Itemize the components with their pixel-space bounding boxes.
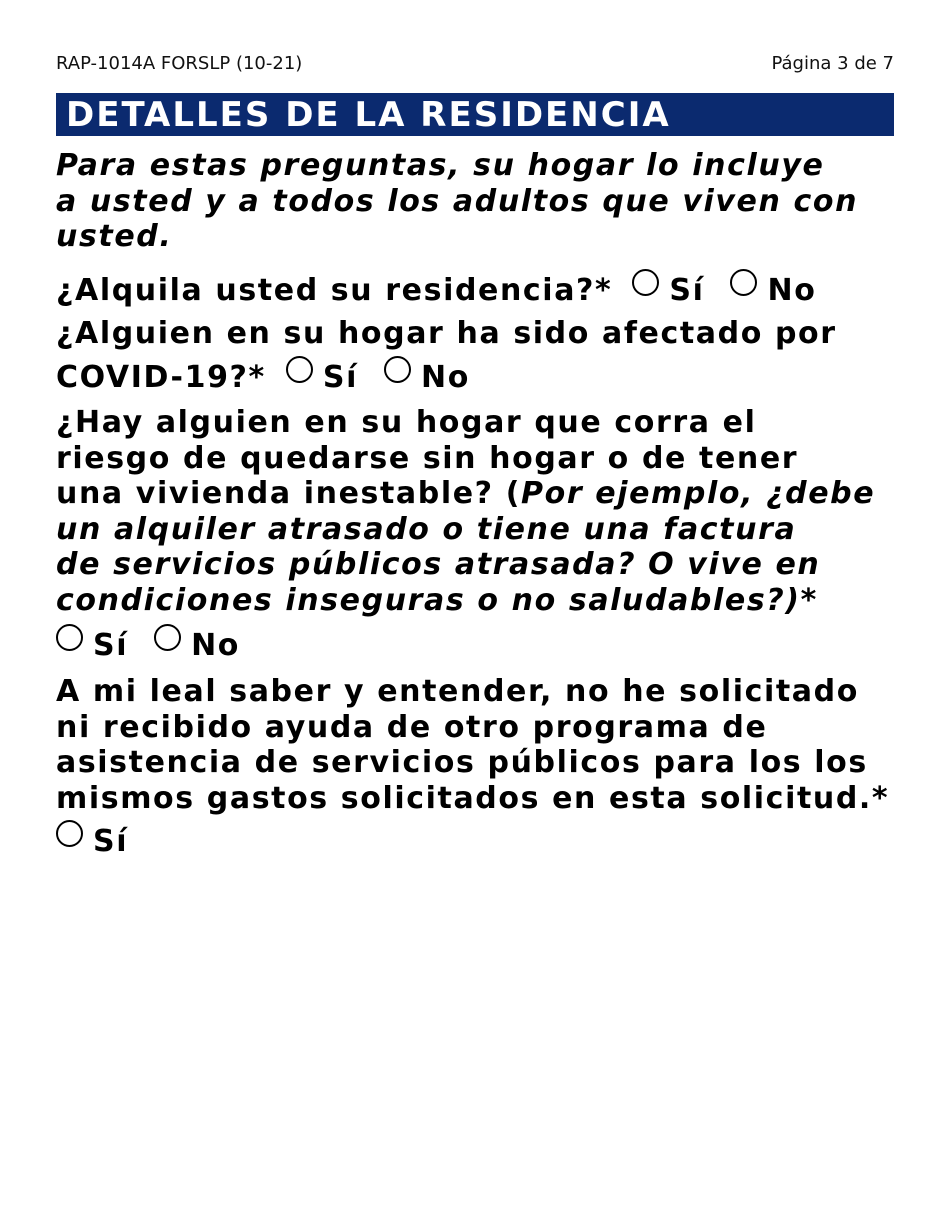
question-homeless-example: condiciones inseguras o no saludables?) bbox=[56, 582, 801, 618]
homeless-no-label: No bbox=[191, 628, 241, 663]
question-homeless-line bbox=[56, 476, 906, 512]
rent-yes-label: Sí bbox=[669, 273, 705, 308]
covid-no-label: No bbox=[420, 359, 470, 395]
attest-yes-option[interactable] bbox=[56, 820, 128, 860]
question-covid-line: ¿Alguien en su hogar ha sido afectado por bbox=[56, 316, 837, 351]
rent-yes-option[interactable] bbox=[632, 269, 704, 309]
homeless-no-radio[interactable] bbox=[154, 624, 181, 651]
section-title: DETALLES DE LA RESIDENCIA bbox=[66, 95, 671, 135]
question-covid-line: COVID-19?* bbox=[56, 359, 266, 395]
section-title-bar bbox=[56, 93, 894, 136]
question-homeless-line: ¿Hay alguien en su hogar que corra el bbox=[56, 405, 757, 440]
rent-no-label: No bbox=[767, 273, 817, 308]
question-homeless-text: una vivienda inestable? ( bbox=[56, 476, 522, 511]
intro-line: usted. bbox=[56, 219, 173, 254]
intro-text bbox=[56, 148, 906, 255]
form-code: RAP-1014A FORSLP (10-21) bbox=[56, 53, 303, 74]
attestation-line: asistencia de servicios públicos para los los bbox=[56, 745, 868, 780]
homeless-yes-option[interactable] bbox=[56, 624, 128, 664]
covid-no-option[interactable] bbox=[384, 356, 470, 396]
rent-no-radio[interactable] bbox=[730, 269, 757, 296]
homeless-no-option[interactable] bbox=[154, 624, 240, 664]
question-covid bbox=[56, 316, 906, 395]
question-homeless-line: un alquiler atrasado o tiene una factura bbox=[56, 511, 797, 547]
question-homeless-line: de servicios públicos atrasada? O vive en bbox=[56, 547, 821, 582]
attestation-line: A mi leal saber y entender, no he solicitado bbox=[56, 674, 859, 709]
homeless-yes-radio[interactable] bbox=[56, 624, 83, 651]
rent-yes-radio[interactable] bbox=[632, 269, 659, 296]
attest-yes-radio[interactable] bbox=[56, 820, 83, 847]
intro-line: a usted y a todos los adultos que viven con bbox=[56, 183, 859, 219]
covid-yes-label: Sí bbox=[322, 359, 358, 395]
covid-yes-radio[interactable] bbox=[286, 356, 313, 383]
covid-no-radio[interactable] bbox=[384, 356, 411, 383]
question-homeless-example: Por ejemplo, ¿debe bbox=[521, 476, 876, 511]
rent-no-option[interactable] bbox=[730, 269, 816, 309]
attest-yes-label: Sí bbox=[93, 824, 129, 859]
question-rent bbox=[56, 269, 906, 309]
intro-line: Para estas preguntas, su hogar lo incluye bbox=[56, 148, 825, 183]
question-rent-text: ¿Alquila usted su residencia?* bbox=[56, 273, 613, 308]
page-number: Página 3 de 7 bbox=[771, 53, 894, 74]
homeless-yes-label: Sí bbox=[93, 628, 129, 663]
required-asterisk: * bbox=[800, 582, 818, 618]
attestation-line: ni recibido ayuda de otro programa de bbox=[56, 709, 768, 745]
attestation bbox=[56, 674, 906, 860]
question-homeless bbox=[56, 405, 906, 664]
question-homeless-line: riesgo de quedarse sin hogar o de tener bbox=[56, 440, 799, 476]
attestation-line: mismos gastos solicitados en esta solicitud.* bbox=[56, 780, 890, 816]
question-homeless-line bbox=[56, 583, 906, 619]
covid-yes-option[interactable] bbox=[286, 356, 358, 396]
